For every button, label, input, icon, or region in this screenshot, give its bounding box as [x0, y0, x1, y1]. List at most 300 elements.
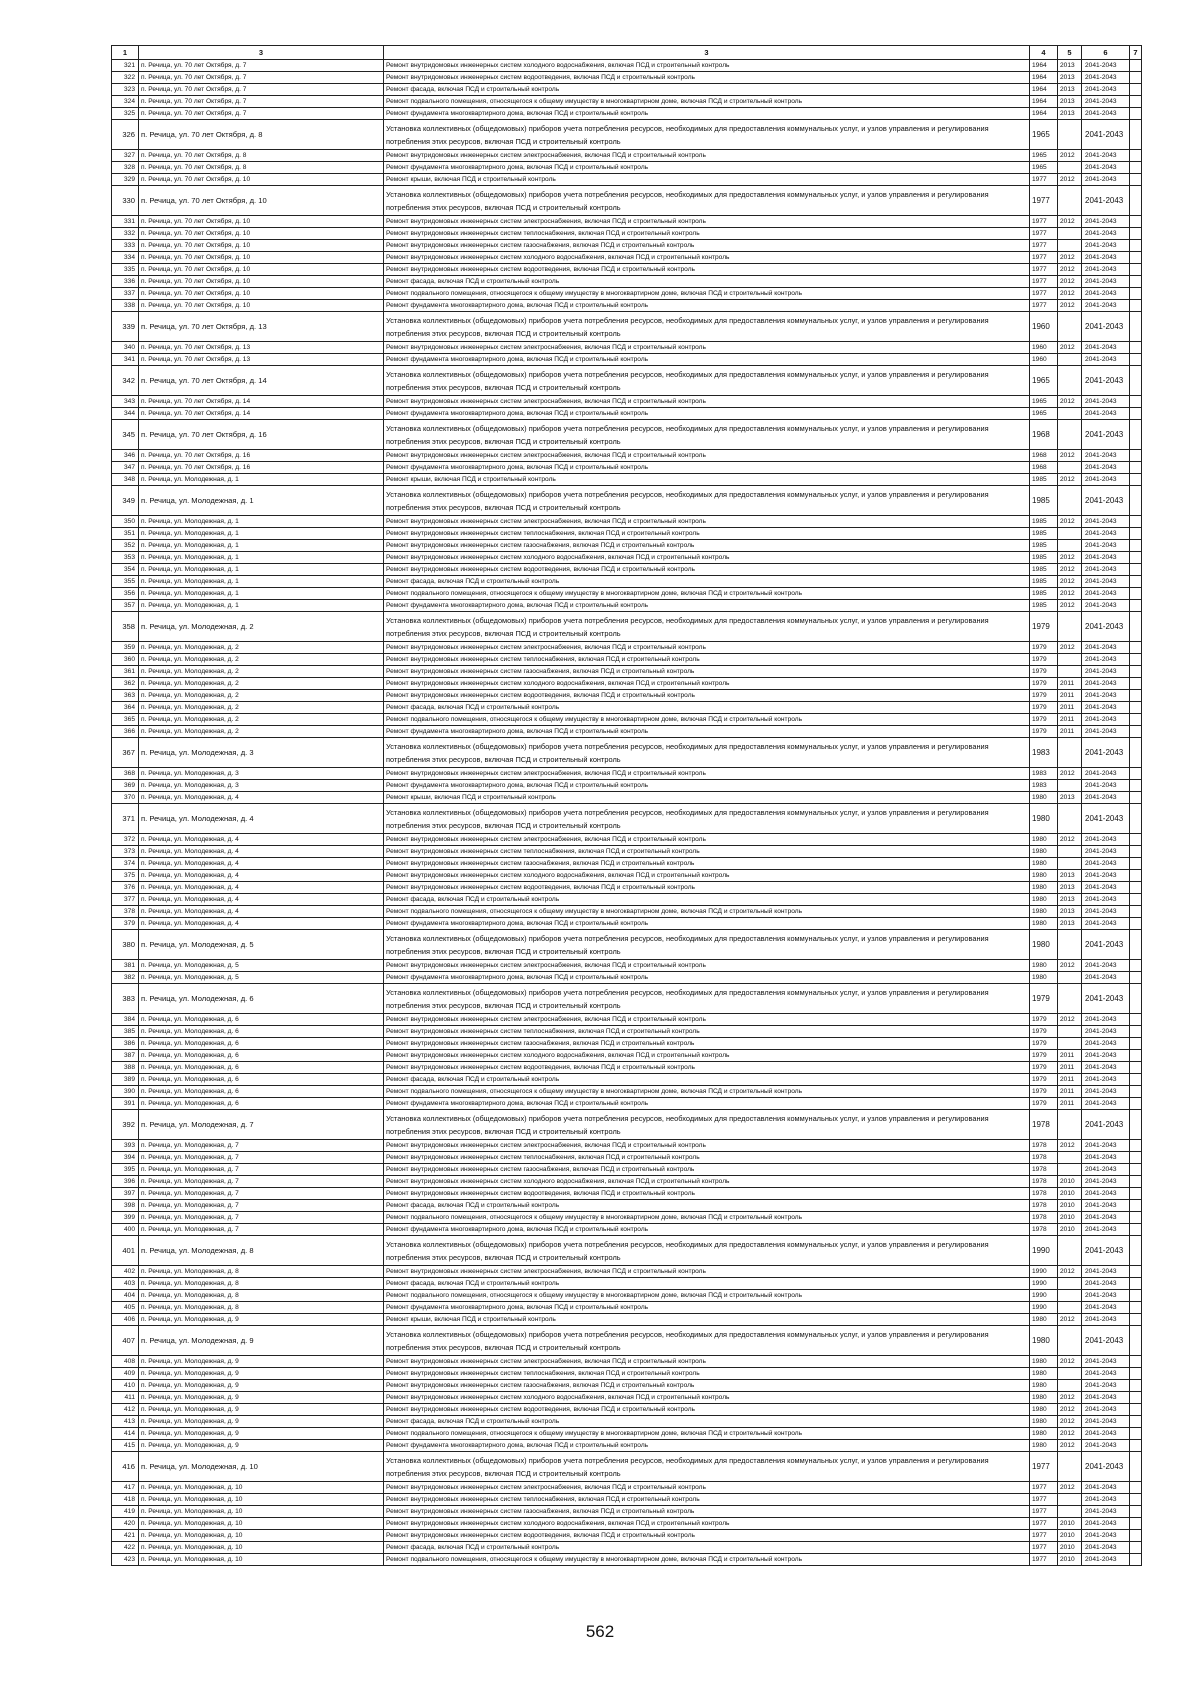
row-extra-cell [1130, 72, 1142, 84]
row-address: п. Речица, ул. Молодежная, д. 5 [139, 930, 384, 960]
row-planned-period: 2041-2043 [1082, 120, 1130, 150]
row-planned-period: 2041-2043 [1082, 870, 1130, 882]
row-work-type: Ремонт внутридомовых инженерных систем холодного водоснабжения, включая ПСД и строительный контроль [384, 1518, 1030, 1530]
row-last-repair-year [1058, 1110, 1082, 1140]
row-planned-period: 2041-2043 [1082, 588, 1130, 600]
table-row [112, 528, 1142, 540]
row-last-repair-year [1058, 1026, 1082, 1038]
table-row [112, 354, 1142, 366]
row-work-type: Ремонт внутридомовых инженерных систем газоснабжения, включая ПСД и строительный контроль [384, 1164, 1030, 1176]
row-address: п. Речица, ул. 70 лет Октября, д. 16 [139, 420, 384, 450]
row-number: 353 [112, 552, 139, 564]
row-address: п. Речица, ул. Молодежная, д. 9 [139, 1356, 384, 1368]
row-number: 377 [112, 894, 139, 906]
table-row [112, 642, 1142, 654]
table-row [112, 1530, 1142, 1542]
row-extra-cell [1130, 1014, 1142, 1026]
row-address: п. Речица, ул. Молодежная, д. 5 [139, 960, 384, 972]
row-address: п. Речица, ул. 70 лет Октября, д. 8 [139, 162, 384, 174]
row-planned-period: 2041-2043 [1082, 1290, 1130, 1302]
row-number: 356 [112, 588, 139, 600]
row-work-type: Ремонт фундамента многоквартирного дома, включая ПСД и строительный контроль [384, 918, 1030, 930]
table-row [112, 72, 1142, 84]
row-number: 341 [112, 354, 139, 366]
row-number: 381 [112, 960, 139, 972]
row-extra-cell [1130, 1380, 1142, 1392]
row-build-year: 1960 [1030, 342, 1058, 354]
table-row [112, 906, 1142, 918]
table-row [112, 228, 1142, 240]
row-extra-cell [1130, 918, 1142, 930]
table-row [112, 1086, 1142, 1098]
row-work-type: Ремонт внутридомовых инженерных систем электроснабжения, включая ПСД и строительный контроль [384, 960, 1030, 972]
row-planned-period: 2041-2043 [1082, 1482, 1130, 1494]
row-work-type: Ремонт фундамента многоквартирного дома, включая ПСД и строительный контроль [384, 972, 1030, 984]
row-number: 404 [112, 1290, 139, 1302]
row-build-year: 1977 [1030, 1506, 1058, 1518]
row-build-year: 1980 [1030, 858, 1058, 870]
row-last-repair-year [1058, 1164, 1082, 1176]
row-planned-period: 2041-2043 [1082, 1440, 1130, 1452]
row-number: 407 [112, 1326, 139, 1356]
row-work-type: Ремонт фундамента многоквартирного дома, включая ПСД и строительный контроль [384, 108, 1030, 120]
row-planned-period: 2041-2043 [1082, 1266, 1130, 1278]
row-build-year: 1985 [1030, 600, 1058, 612]
row-extra-cell [1130, 1050, 1142, 1062]
row-extra-cell [1130, 1416, 1142, 1428]
row-last-repair-year: 2012 [1058, 600, 1082, 612]
row-planned-period: 2041-2043 [1082, 1452, 1130, 1482]
row-build-year: 1980 [1030, 906, 1058, 918]
row-extra-cell [1130, 678, 1142, 690]
row-address: п. Речица, ул. Молодежная, д. 9 [139, 1326, 384, 1356]
row-number: 364 [112, 702, 139, 714]
row-planned-period: 2041-2043 [1082, 564, 1130, 576]
table-row [112, 1356, 1142, 1368]
table-row [112, 1302, 1142, 1314]
row-build-year: 1965 [1030, 120, 1058, 150]
table-row [112, 108, 1142, 120]
row-last-repair-year [1058, 1038, 1082, 1050]
row-address: п. Речица, ул. Молодежная, д. 2 [139, 612, 384, 642]
row-work-type: Ремонт фасада, включая ПСД и строительный контроль [384, 894, 1030, 906]
row-build-year: 1985 [1030, 552, 1058, 564]
table-row [112, 516, 1142, 528]
row-last-repair-year: 2010 [1058, 1530, 1082, 1542]
row-number: 397 [112, 1188, 139, 1200]
row-number: 365 [112, 714, 139, 726]
row-address: п. Речица, ул. Молодежная, д. 1 [139, 528, 384, 540]
row-number: 342 [112, 366, 139, 396]
row-build-year: 1979 [1030, 1038, 1058, 1050]
row-work-type: Ремонт фасада, включая ПСД и строительный контроль [384, 1200, 1030, 1212]
table-row [112, 174, 1142, 186]
row-work-type: Ремонт внутридомовых инженерных систем теплоснабжения, включая ПСД и строительный контроль [384, 1152, 1030, 1164]
row-planned-period: 2041-2043 [1082, 804, 1130, 834]
row-extra-cell [1130, 654, 1142, 666]
table-row [112, 396, 1142, 408]
table-row [112, 552, 1142, 564]
row-last-repair-year [1058, 162, 1082, 174]
row-extra-cell [1130, 702, 1142, 714]
row-extra-cell [1130, 342, 1142, 354]
row-work-type: Установка коллективных (общедомовых) приборов учета потребления ресурсов, необходимых для предоставления коммунальных услуг, и узлов управления и регулирования потребления этих ресурсов, включая ПСД и строительный контроль [384, 930, 1030, 960]
row-number: 392 [112, 1110, 139, 1140]
row-number: 345 [112, 420, 139, 450]
row-planned-period: 2041-2043 [1082, 1140, 1130, 1152]
row-number: 344 [112, 408, 139, 420]
table-row [112, 450, 1142, 462]
row-number: 369 [112, 780, 139, 792]
row-last-repair-year [1058, 1506, 1082, 1518]
row-number: 382 [112, 972, 139, 984]
row-extra-cell [1130, 984, 1142, 1014]
row-work-type: Ремонт фундамента многоквартирного дома, включая ПСД и строительный контроль [384, 300, 1030, 312]
row-planned-period: 2041-2043 [1082, 612, 1130, 642]
row-last-repair-year: 2010 [1058, 1224, 1082, 1236]
row-build-year: 1985 [1030, 576, 1058, 588]
row-address: п. Речица, ул. 70 лет Октября, д. 13 [139, 312, 384, 342]
row-build-year: 1990 [1030, 1278, 1058, 1290]
table-row [112, 1506, 1142, 1518]
row-number: 337 [112, 288, 139, 300]
row-address: п. Речица, ул. 70 лет Октября, д. 7 [139, 84, 384, 96]
table-row [112, 1110, 1142, 1140]
row-last-repair-year: 2011 [1058, 702, 1082, 714]
row-work-type: Ремонт фундамента многоквартирного дома, включая ПСД и строительный контроль [384, 462, 1030, 474]
row-number: 395 [112, 1164, 139, 1176]
table-row [112, 120, 1142, 150]
row-address: п. Речица, ул. Молодежная, д. 9 [139, 1440, 384, 1452]
table-row [112, 1176, 1142, 1188]
row-planned-period: 2041-2043 [1082, 576, 1130, 588]
table-row [112, 420, 1142, 450]
row-last-repair-year: 2012 [1058, 174, 1082, 186]
table-row [112, 84, 1142, 96]
row-planned-period: 2041-2043 [1082, 678, 1130, 690]
row-extra-cell [1130, 972, 1142, 984]
row-planned-period: 2041-2043 [1082, 1176, 1130, 1188]
row-number: 336 [112, 276, 139, 288]
row-number: 379 [112, 918, 139, 930]
row-planned-period: 2041-2043 [1082, 552, 1130, 564]
row-work-type: Ремонт внутридомовых инженерных систем теплоснабжения, включая ПСД и строительный контроль [384, 228, 1030, 240]
row-address: п. Речица, ул. Молодежная, д. 2 [139, 654, 384, 666]
row-number: 359 [112, 642, 139, 654]
row-work-type: Ремонт внутридомовых инженерных систем холодного водоснабжения, включая ПСД и строительный контроль [384, 870, 1030, 882]
row-extra-cell [1130, 1140, 1142, 1152]
table-row [112, 1392, 1142, 1404]
row-work-type: Ремонт фундамента многоквартирного дома, включая ПСД и строительный контроль [384, 1224, 1030, 1236]
row-address: п. Речица, ул. 70 лет Октября, д. 10 [139, 264, 384, 276]
row-work-type: Ремонт подвального помещения, относящегося к общему имуществу в многоквартирном доме, включая ПСД и строительный контроль [384, 1428, 1030, 1440]
table-row [112, 702, 1142, 714]
row-planned-period: 2041-2043 [1082, 1380, 1130, 1392]
row-extra-cell [1130, 1176, 1142, 1188]
row-number: 335 [112, 264, 139, 276]
row-number: 354 [112, 564, 139, 576]
row-build-year: 1977 [1030, 240, 1058, 252]
row-work-type: Ремонт внутридомовых инженерных систем электроснабжения, включая ПСД и строительный контроль [384, 396, 1030, 408]
row-number: 413 [112, 1416, 139, 1428]
table-row [112, 1278, 1142, 1290]
row-planned-period: 2041-2043 [1082, 1098, 1130, 1110]
row-extra-cell [1130, 906, 1142, 918]
row-build-year: 1978 [1030, 1200, 1058, 1212]
row-work-type: Ремонт внутридомовых инженерных систем теплоснабжения, включая ПСД и строительный контроль [384, 1368, 1030, 1380]
row-number: 398 [112, 1200, 139, 1212]
row-work-type: Установка коллективных (общедомовых) приборов учета потребления ресурсов, необходимых для предоставления коммунальных услуг, и узлов управления и регулирования потребления этих ресурсов, включая ПСД и строительный контроль [384, 366, 1030, 396]
header-cell-num: 1 [112, 46, 139, 60]
row-planned-period: 2041-2043 [1082, 186, 1130, 216]
row-work-type: Установка коллективных (общедомовых) приборов учета потребления ресурсов, необходимых для предоставления коммунальных услуг, и узлов управления и регулирования потребления этих ресурсов, включая ПСД и строительный контроль [384, 738, 1030, 768]
table-row [112, 768, 1142, 780]
row-extra-cell [1130, 1164, 1142, 1176]
row-planned-period: 2041-2043 [1082, 276, 1130, 288]
table-row [112, 300, 1142, 312]
header-cell-last-repair: 5 [1058, 46, 1082, 60]
table-row [112, 600, 1142, 612]
row-number: 390 [112, 1086, 139, 1098]
row-planned-period: 2041-2043 [1082, 228, 1130, 240]
row-number: 393 [112, 1140, 139, 1152]
row-address: п. Речица, ул. Молодежная, д. 1 [139, 540, 384, 552]
row-number: 418 [112, 1494, 139, 1506]
row-number: 378 [112, 906, 139, 918]
row-last-repair-year [1058, 984, 1082, 1014]
row-address: п. Речица, ул. Молодежная, д. 6 [139, 1098, 384, 1110]
row-address: п. Речица, ул. Молодежная, д. 9 [139, 1404, 384, 1416]
row-last-repair-year: 2012 [1058, 264, 1082, 276]
row-work-type: Установка коллективных (общедомовых) приборов учета потребления ресурсов, необходимых для предоставления коммунальных услуг, и узлов управления и регулирования потребления этих ресурсов, включая ПСД и строительный контроль [384, 1110, 1030, 1140]
row-last-repair-year: 2012 [1058, 300, 1082, 312]
row-last-repair-year: 2013 [1058, 870, 1082, 882]
row-address: п. Речица, ул. Молодежная, д. 10 [139, 1518, 384, 1530]
row-number: 339 [112, 312, 139, 342]
row-number: 348 [112, 474, 139, 486]
row-number: 423 [112, 1554, 139, 1566]
row-address: п. Речица, ул. Молодежная, д. 1 [139, 576, 384, 588]
row-extra-cell [1130, 834, 1142, 846]
row-number: 323 [112, 84, 139, 96]
row-build-year: 1960 [1030, 354, 1058, 366]
row-address: п. Речица, ул. Молодежная, д. 4 [139, 846, 384, 858]
row-planned-period: 2041-2043 [1082, 1542, 1130, 1554]
row-last-repair-year [1058, 540, 1082, 552]
table-row [112, 882, 1142, 894]
row-extra-cell [1130, 930, 1142, 960]
row-build-year: 1980 [1030, 1314, 1058, 1326]
row-extra-cell [1130, 96, 1142, 108]
row-last-repair-year: 2013 [1058, 84, 1082, 96]
table-row [112, 1152, 1142, 1164]
row-work-type: Ремонт фундамента многоквартирного дома, включая ПСД и строительный контроль [384, 162, 1030, 174]
row-work-type: Ремонт внутридомовых инженерных систем газоснабжения, включая ПСД и строительный контроль [384, 540, 1030, 552]
row-number: 343 [112, 396, 139, 408]
row-work-type: Ремонт внутридомовых инженерных систем электроснабжения, включая ПСД и строительный контроль [384, 450, 1030, 462]
table-row [112, 690, 1142, 702]
row-extra-cell [1130, 1542, 1142, 1554]
row-number: 422 [112, 1542, 139, 1554]
row-extra-cell [1130, 252, 1142, 264]
table-row [112, 858, 1142, 870]
row-planned-period: 2041-2043 [1082, 516, 1130, 528]
table-row [112, 60, 1142, 72]
row-work-type: Ремонт фундамента многоквартирного дома, включая ПСД и строительный контроль [384, 1302, 1030, 1314]
row-address: п. Речица, ул. 70 лет Октября, д. 10 [139, 252, 384, 264]
row-build-year: 1985 [1030, 474, 1058, 486]
row-address: п. Речица, ул. 70 лет Октября, д. 10 [139, 174, 384, 186]
row-number: 326 [112, 120, 139, 150]
row-last-repair-year: 2012 [1058, 474, 1082, 486]
row-planned-period: 2041-2043 [1082, 450, 1130, 462]
row-extra-cell [1130, 642, 1142, 654]
row-number: 375 [112, 870, 139, 882]
row-planned-period: 2041-2043 [1082, 312, 1130, 342]
row-build-year: 1978 [1030, 1164, 1058, 1176]
row-build-year: 1980 [1030, 1380, 1058, 1392]
row-last-repair-year [1058, 1326, 1082, 1356]
row-last-repair-year: 2012 [1058, 1356, 1082, 1368]
row-build-year: 1968 [1030, 450, 1058, 462]
row-build-year: 1990 [1030, 1236, 1058, 1266]
row-extra-cell [1130, 960, 1142, 972]
row-planned-period: 2041-2043 [1082, 1326, 1130, 1356]
row-extra-cell [1130, 366, 1142, 396]
row-build-year: 1977 [1030, 300, 1058, 312]
row-last-repair-year: 2012 [1058, 252, 1082, 264]
row-address: п. Речица, ул. 70 лет Октября, д. 7 [139, 108, 384, 120]
table-row [112, 264, 1142, 276]
table-row [112, 150, 1142, 162]
row-build-year: 1985 [1030, 540, 1058, 552]
row-number: 362 [112, 678, 139, 690]
row-address: п. Речица, ул. 70 лет Октября, д. 7 [139, 60, 384, 72]
row-work-type: Ремонт подвального помещения, относящегося к общему имуществу в многоквартирном доме, включая ПСД и строительный контроль [384, 714, 1030, 726]
row-build-year: 1980 [1030, 918, 1058, 930]
row-build-year: 1964 [1030, 72, 1058, 84]
row-extra-cell [1130, 780, 1142, 792]
row-extra-cell [1130, 1152, 1142, 1164]
row-planned-period: 2041-2043 [1082, 408, 1130, 420]
row-build-year: 1979 [1030, 726, 1058, 738]
row-planned-period: 2041-2043 [1082, 894, 1130, 906]
row-planned-period: 2041-2043 [1082, 150, 1130, 162]
row-extra-cell [1130, 1188, 1142, 1200]
row-work-type: Установка коллективных (общедомовых) приборов учета потребления ресурсов, необходимых для предоставления коммунальных услуг, и узлов управления и регулирования потребления этих ресурсов, включая ПСД и строительный контроль [384, 1236, 1030, 1266]
row-number: 380 [112, 930, 139, 960]
row-build-year: 1979 [1030, 1062, 1058, 1074]
row-planned-period: 2041-2043 [1082, 984, 1130, 1014]
row-extra-cell [1130, 228, 1142, 240]
row-number: 322 [112, 72, 139, 84]
row-address: п. Речица, ул. Молодежная, д. 6 [139, 1014, 384, 1026]
row-address: п. Речица, ул. Молодежная, д. 6 [139, 984, 384, 1014]
row-address: п. Речица, ул. 70 лет Октября, д. 10 [139, 288, 384, 300]
table-row [112, 1452, 1142, 1482]
row-build-year: 1968 [1030, 462, 1058, 474]
row-work-type: Ремонт внутридомовых инженерных систем теплоснабжения, включая ПСД и строительный контроль [384, 528, 1030, 540]
row-extra-cell [1130, 354, 1142, 366]
table-row [112, 792, 1142, 804]
row-work-type: Ремонт фасада, включая ПСД и строительный контроль [384, 576, 1030, 588]
row-planned-period: 2041-2043 [1082, 1164, 1130, 1176]
table-row [112, 1368, 1142, 1380]
row-extra-cell [1130, 174, 1142, 186]
row-build-year: 1965 [1030, 366, 1058, 396]
table-row [112, 216, 1142, 228]
row-work-type: Ремонт фасада, включая ПСД и строительный контроль [384, 84, 1030, 96]
row-address: п. Речица, ул. Молодежная, д. 7 [139, 1176, 384, 1188]
row-address: п. Речица, ул. Молодежная, д. 5 [139, 972, 384, 984]
row-number: 402 [112, 1266, 139, 1278]
row-planned-period: 2041-2043 [1082, 1404, 1130, 1416]
row-number: 417 [112, 1482, 139, 1494]
row-number: 351 [112, 528, 139, 540]
row-address: п. Речица, ул. Молодежная, д. 4 [139, 858, 384, 870]
row-build-year: 1979 [1030, 678, 1058, 690]
row-address: п. Речица, ул. 70 лет Октября, д. 14 [139, 408, 384, 420]
row-address: п. Речица, ул. 70 лет Октября, д. 8 [139, 120, 384, 150]
row-planned-period: 2041-2043 [1082, 1518, 1130, 1530]
row-work-type: Установка коллективных (общедомовых) приборов учета потребления ресурсов, необходимых для предоставления коммунальных услуг, и узлов управления и регулирования потребления этих ресурсов, включая ПСД и строительный контроль [384, 1326, 1030, 1356]
row-last-repair-year: 2012 [1058, 1440, 1082, 1452]
row-build-year: 1977 [1030, 228, 1058, 240]
row-build-year: 1980 [1030, 1326, 1058, 1356]
row-work-type: Ремонт фундамента многоквартирного дома, включая ПСД и строительный контроль [384, 354, 1030, 366]
row-work-type: Ремонт подвального помещения, относящегося к общему имуществу в многоквартирном доме, включая ПСД и строительный контроль [384, 288, 1030, 300]
table-row [112, 1188, 1142, 1200]
row-extra-cell [1130, 408, 1142, 420]
row-work-type: Ремонт внутридомовых инженерных систем холодного водоснабжения, включая ПСД и строительный контроль [384, 1176, 1030, 1188]
row-address: п. Речица, ул. Молодежная, д. 7 [139, 1212, 384, 1224]
table-row [112, 1314, 1142, 1326]
row-address: п. Речица, ул. 70 лет Октября, д. 7 [139, 72, 384, 84]
row-number: 416 [112, 1452, 139, 1482]
row-work-type: Ремонт фасада, включая ПСД и строительный контроль [384, 702, 1030, 714]
row-address: п. Речица, ул. Молодежная, д. 6 [139, 1062, 384, 1074]
row-work-type: Ремонт фасада, включая ПСД и строительный контроль [384, 1278, 1030, 1290]
row-planned-period: 2041-2043 [1082, 654, 1130, 666]
row-address: п. Речица, ул. 70 лет Октября, д. 14 [139, 396, 384, 408]
table-row [112, 984, 1142, 1014]
row-build-year: 1965 [1030, 408, 1058, 420]
row-number: 406 [112, 1314, 139, 1326]
row-build-year: 1980 [1030, 1368, 1058, 1380]
row-extra-cell [1130, 1506, 1142, 1518]
row-last-repair-year: 2012 [1058, 1482, 1082, 1494]
row-work-type: Ремонт фундамента многоквартирного дома, включая ПСД и строительный контроль [384, 600, 1030, 612]
row-build-year: 1977 [1030, 252, 1058, 264]
row-last-repair-year [1058, 1152, 1082, 1164]
row-number: 388 [112, 1062, 139, 1074]
row-build-year: 1965 [1030, 162, 1058, 174]
row-work-type: Ремонт внутридомовых инженерных систем холодного водоснабжения, включая ПСД и строительный контроль [384, 678, 1030, 690]
row-build-year: 1983 [1030, 738, 1058, 768]
row-last-repair-year [1058, 1278, 1082, 1290]
row-work-type: Ремонт крыши, включая ПСД и строительный контроль [384, 174, 1030, 186]
table-row [112, 1224, 1142, 1236]
row-extra-cell [1130, 84, 1142, 96]
row-build-year: 1979 [1030, 1050, 1058, 1062]
row-extra-cell [1130, 870, 1142, 882]
row-extra-cell [1130, 474, 1142, 486]
row-build-year: 1977 [1030, 1518, 1058, 1530]
row-address: п. Речица, ул. Молодежная, д. 2 [139, 690, 384, 702]
row-build-year: 1977 [1030, 1530, 1058, 1542]
row-last-repair-year [1058, 1368, 1082, 1380]
table-body [112, 60, 1142, 1566]
